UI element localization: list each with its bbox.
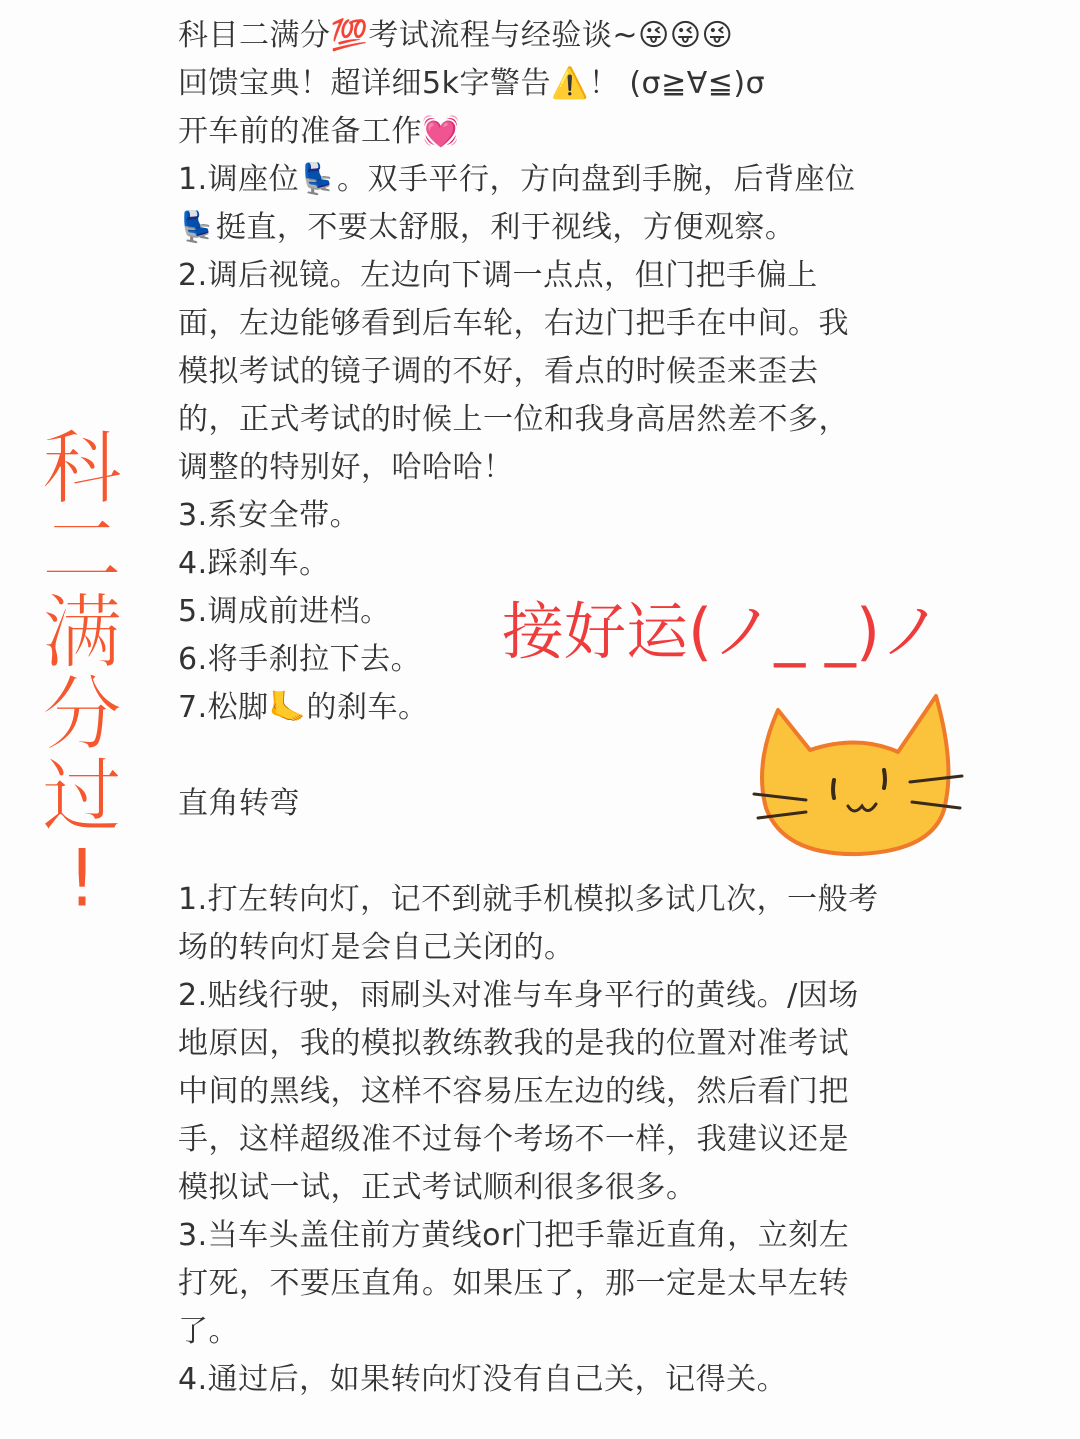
- text-line: 4.踩刹车。: [178, 546, 330, 581]
- side-title-char: 分: [42, 668, 122, 761]
- side-title-vertical: [36, 422, 128, 925]
- article-title: 科目二满分💯考试流程与经验谈~😜😜😜: [178, 18, 734, 53]
- text-line: 3.当车头盖住前方黄线or门把手靠近直角，立刻左: [178, 1218, 850, 1253]
- text-line: 6.将手刹拉下去。: [178, 642, 422, 677]
- text-line: 1.打左转向灯，记不到就手机模拟多试几次，一般考: [178, 882, 879, 917]
- text-line: 面，左边能够看到后车轮，右边门把手在中间。我: [178, 306, 849, 341]
- section-heading-right-angle-turn: 直角转弯: [178, 786, 300, 821]
- text-line: 的，正式考试的时候上一位和我身高居然差不多，: [178, 402, 849, 437]
- cat-doodle-icon: [748, 690, 968, 860]
- good-luck-text: 接好运(ノ_ _)ノ: [502, 595, 943, 668]
- cat-eye-left: [833, 780, 834, 798]
- text-line: 1.调座位💺。双手平行，方向盘到手腕，后背座位: [178, 162, 856, 197]
- side-title-char: 科: [42, 422, 122, 515]
- text-line: 手，这样超级准不过每个考场不一样，我建议还是: [178, 1122, 849, 1157]
- text-line: 5.调成前进档。: [178, 594, 391, 629]
- side-title-char: 满: [42, 586, 122, 679]
- side-title-char: 二: [42, 504, 122, 597]
- text-line: 地原因，我的模拟教练教我的是我的位置对准考试: [178, 1026, 849, 1061]
- text-line: 2.贴线行驶，雨刷头对准与车身平行的黄线。/因场: [178, 978, 859, 1013]
- text-line: 场的转向灯是会自己关闭的。: [178, 930, 575, 965]
- text-line: 💺挺直，不要太舒服，利于视线，方便观察。: [178, 210, 796, 245]
- text-line: 中间的黑线，这样不容易压左边的线，然后看门把: [178, 1074, 849, 1109]
- section-heading-preparation: 开车前的准备工作💓: [178, 114, 460, 149]
- article-subtitle: 回馈宝典！超详细5k字警告⚠️！ (σ≧∀≦)σ: [178, 66, 766, 101]
- text-line: 7.松脚🦶的刹车。: [178, 690, 429, 725]
- text-line: 调整的特别好，哈哈哈！: [178, 450, 514, 485]
- text-line: 模拟试一试，正式考试顺利很多很多。: [178, 1170, 697, 1205]
- side-title-char: !: [65, 832, 99, 925]
- cat-head: [762, 696, 948, 854]
- text-line: 2.调后视镜。左边向下调一点点，但门把手偏上: [178, 258, 818, 293]
- side-title-char: 过: [42, 750, 122, 843]
- cat-eye-right: [884, 770, 885, 788]
- text-line: 3.系安全带。: [178, 498, 361, 533]
- text-line: 了。: [178, 1314, 239, 1349]
- text-line: 打死，不要压直角。如果压了，那一定是太早左转: [178, 1266, 849, 1301]
- text-line: 4.通过后，如果转向灯没有自己关，记得关。: [178, 1362, 788, 1397]
- text-line: 模拟考试的镜子调的不好，看点的时候歪来歪去: [178, 354, 819, 389]
